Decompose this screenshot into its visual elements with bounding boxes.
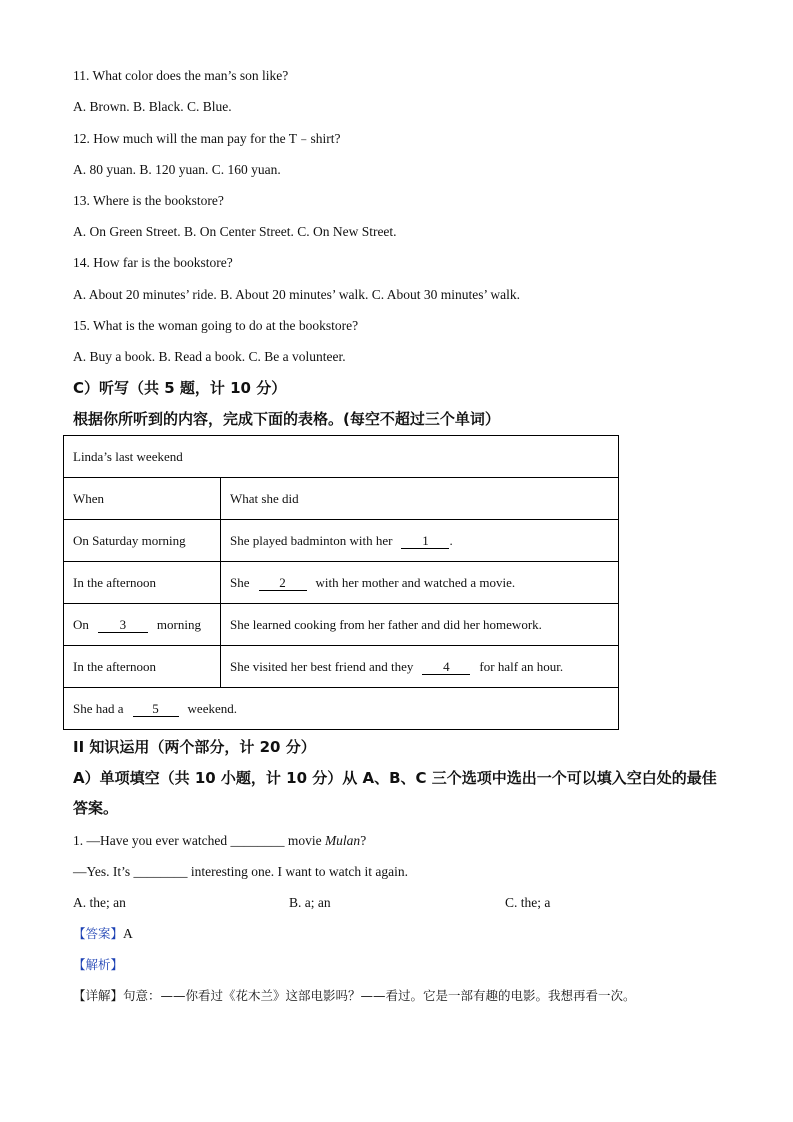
blank-1: 1 [401,534,449,549]
row-text: with her mother and watched a movie. [315,574,516,590]
analysis-line [73,956,123,974]
row-text: . [449,532,453,548]
question-11: 11. What color does the man’s son like? [73,68,289,83]
detail-line [73,987,636,1005]
row-when: On Saturday morning [64,520,221,562]
row-text: She visited her best friend and they [230,658,414,674]
option-a: A. the; an [73,895,126,910]
row-when: In the afternoon [64,646,221,688]
row-what [221,520,619,562]
table-footer-row [64,688,619,730]
mc-question-1-end: ? [360,833,367,848]
answer-tag: 【答案】 [73,926,124,941]
header-what: What she did [221,478,619,520]
row-text: On [73,616,89,632]
option-b: B. a; an [289,895,331,910]
blank-4: 4 [422,660,470,675]
analysis-tag: 【解析】 [73,957,124,972]
answer-value: A [123,926,133,941]
table-row [64,520,619,562]
question-12: 12. How much will the man pay for the T﹣shirt? [73,131,341,146]
row-text: for half an hour. [479,658,564,674]
section-c-instruction: 根据你所听到的内容，完成下面的表格。(每空不超过三个单词） [73,410,500,428]
row-text: morning [156,616,201,632]
blank-3: 3 [98,618,148,633]
row-text: She [230,574,250,590]
question-13-options: A. On Green Street. B. On Center Street. C. On New Street. [73,224,397,239]
row-what: She learned cooking from her father and did her homework. [221,604,619,646]
row-what [221,646,619,688]
section-ii-title: II 知识运用（两个部分，计 20 分） [73,738,316,756]
question-14-options: A. About 20 minutes’ ride. B. About 20 minutes’ walk. C. About 30 minutes’ walk. [73,287,520,302]
table-row [64,646,619,688]
row-text: She played badminton with her [230,532,393,548]
table-footer [64,688,619,730]
blank-5: 5 [133,702,179,717]
question-13: 13. Where is the bookstore? [73,193,224,208]
table-title: Linda’s last weekend [64,436,619,478]
row-what [221,562,619,604]
section-ii-part-a: A）单项填空（共 10 小题，计 10 分）从 A、B、C 三个选项中选出一个可以填入空白处的最佳答案。 [73,769,717,817]
detail-tag: 【详解】 [73,988,124,1003]
table-header-row [64,478,619,520]
header-when: When [64,478,221,520]
row-text: weekend. [187,700,237,716]
answer-line [73,925,133,943]
row-when: In the afternoon [64,562,221,604]
table-title-row [64,436,619,478]
row-text: She had a [73,700,124,716]
option-c: C. the; a [505,895,551,910]
detail-text: 句意：——你看过《花木兰》这部电影吗？——看过。它是一部有趣的电影。我想再看一次。 [123,988,636,1003]
mc-question-1-text: 1. —Have you ever watched ________ movie [73,833,325,848]
question-14: 14. How far is the bookstore? [73,255,233,270]
question-15-options: A. Buy a book. B. Read a book. C. Be a volunteer. [73,349,346,364]
row-when [64,604,221,646]
blank-2: 2 [259,576,307,591]
mc-question-1 [73,832,366,850]
question-15: 15. What is the woman going to do at the bookstore? [73,318,359,333]
movie-title: Mulan [324,833,361,848]
dictation-table [63,435,619,730]
table-row [64,604,619,646]
table-row [64,562,619,604]
mc-question-1-line2: —Yes. It’s ________ interesting one. I want to watch it again. [73,864,408,879]
question-11-options: A. Brown. B. Black. C. Blue. [73,99,232,114]
section-c-title: C）听写（共 5 题，计 10 分） [73,379,287,397]
question-12-options: A. 80 yuan. B. 120 yuan. C. 160 yuan. [73,162,281,177]
